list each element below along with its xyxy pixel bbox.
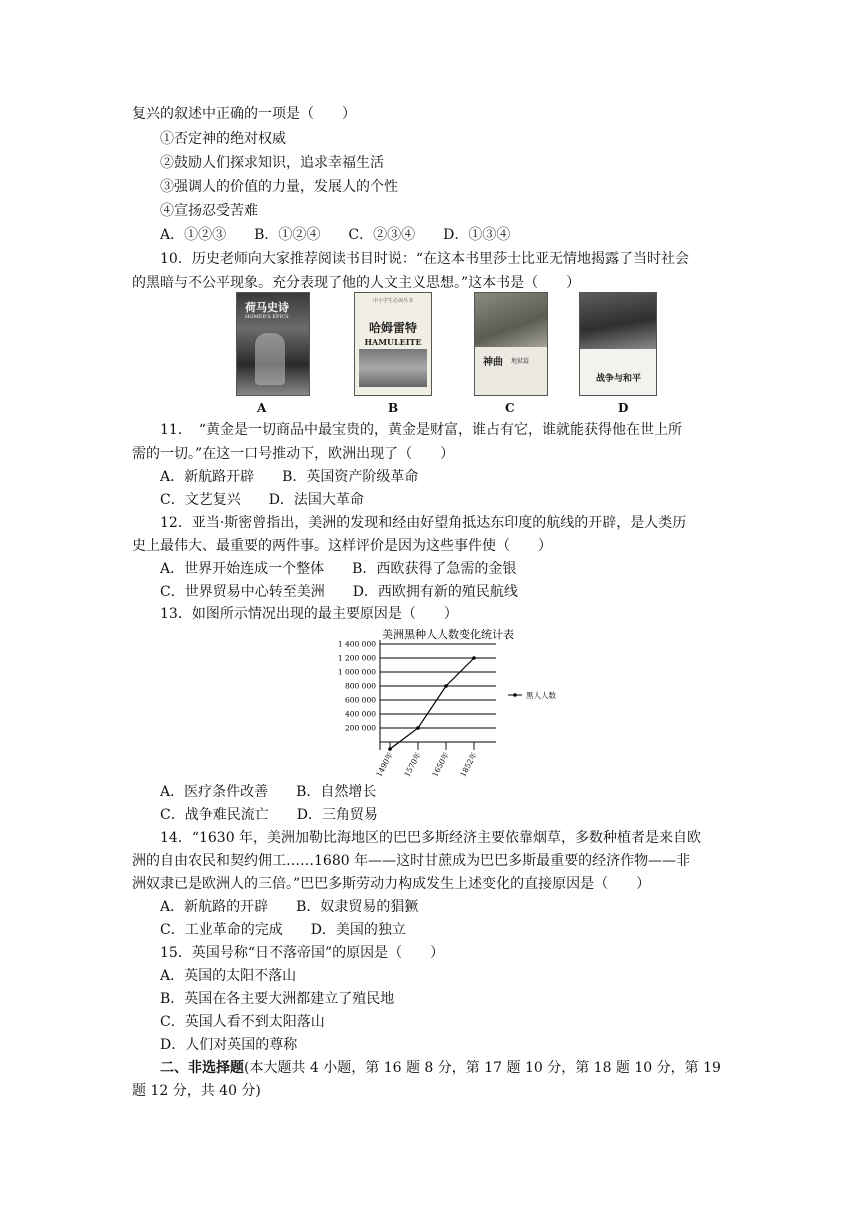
y-tick-label: 1 200 000 [337,653,376,663]
q14-stem-line2: 洲的自由农民和契约佣工……1680 年——这时甘蔗成为巴巴多斯最重要的经济作物——非 [132,853,691,869]
book-b-title: 哈姆雷特 [368,321,417,335]
q14-options-1: A．新航路的开辟 B．奴隶贸易的猖獗 [160,899,419,915]
book-a-title: 荷马史诗 [245,301,289,314]
y-tick-label: 1 400 000 [337,639,376,649]
q9-item-4: ④宣扬忍受苦难 [160,203,258,219]
q12-stem-line1: 12．亚当·斯密曾指出，美洲的发现和经由好望角抵达东印度的航线的开辟，是人类历 [160,515,687,531]
book-c-illustration [475,293,547,347]
q9-item-2: ②鼓励人们探求知识，追求幸福生活 [160,155,384,171]
book-cover-a [236,292,310,396]
q11-options-2: C．文艺复兴 D．法国大革命 [160,492,364,508]
section2-detail: (本大题共 4 小题，第 16 题 8 分，第 17 题 10 分，第 18 题 10 分，第 19 [244,1060,721,1076]
chart-title: 美洲黑种人人数变化统计表 [382,628,514,641]
q15-option-c: C．英国人看不到太阳落山 [160,1014,325,1030]
population-line-chart [318,628,578,778]
legend-label: 黑人人数 [526,691,556,700]
book-b-letter: B [388,401,399,415]
book-a-letter: A [257,401,267,415]
q10-stem-line2: 的黑暗与不公平现象。充分表现了他的人文主义思想。”这本书是（ ） [132,275,581,291]
y-tick-label: 600 000 [344,695,376,705]
q13-options-2: C．战争难民流亡 D．三角贸易 [160,807,378,823]
q15-option-b: B．英国在各主要大洲都建立了殖民地 [160,991,395,1007]
book-a-figure [255,333,285,385]
book-d-title: 战争与和平 [596,374,642,384]
x-tick-label: 1650年 [430,750,451,778]
section2-heading: 二、非选择题 [160,1060,244,1076]
x-tick-label: 1570年 [402,750,423,778]
data-point-3 [444,684,448,688]
q9-options: A．①②③ B．①②④ C．②③④ D．①③④ [160,227,511,243]
x-tick-label: 1490年 [374,750,395,778]
q11-stem-line1: 11． “黄金是一切商品中最宝贵的，黄金是财富，谁占有它，谁就能获得他在世上所 [160,422,682,438]
section2-heading-line [160,1058,721,1078]
q11-options-1: A．新航路开辟 B．英国资产阶级革命 [160,469,419,485]
y-tick-label: 400 000 [344,709,376,719]
q12-options-2: C．世界贸易中心转至美洲 D．西欧拥有新的殖民航线 [160,584,518,600]
q15-stem: 15．英国号称“日不落帝国”的原因是（ ） [160,945,445,961]
y-tick-label: 1 000 000 [337,667,376,677]
q11-stem-line2: 需的一切。”在这一口号推动下，欧洲出现了（ ） [132,446,455,462]
q9-item-1: ①否定神的绝对权威 [160,131,286,147]
book-cover-b [354,292,432,396]
legend-marker [513,693,517,697]
q13-stem: 13．如图所示情况出现的最主要原因是（ ） [160,606,458,622]
book-b-illustration [359,349,427,387]
book-c-letter: C [505,401,515,415]
q13-options-1: A．医疗条件改善 B．自然增长 [160,784,377,800]
data-point-2 [416,726,420,730]
data-point-4 [472,656,476,660]
q14-options-2: C．工业革命的完成 D．美国的独立 [160,922,406,938]
q10-stem-line1: 10．历史老师向大家推荐阅读书目时说：“在这本书里莎士比亚无情地揭露了当时社会 [160,251,689,267]
book-c-subtitle: 地狱篇 [511,358,530,365]
book-cover-d [579,292,657,396]
book-c-title: 神曲 [483,357,503,368]
y-tick-label: 200 000 [344,723,376,733]
q12-options-1: A．世界开始连成一个整体 B．西欧获得了急需的金银 [160,561,517,577]
q12-stem-line2: 史上最伟大、最重要的两件事。这样评价是因为这些事件使（ ） [132,538,552,554]
q14-stem-line3: 洲奴隶已是欧洲人的三倍。”巴巴多斯劳动力构成发生上述变化的直接原因是（ ） [132,876,651,892]
book-d-letter: D [618,401,629,415]
book-d-illustration [580,293,656,349]
book-b-subtitle: HAMULEITE [364,337,422,347]
section2-line2: 题 12 分，共 40 分) [132,1083,261,1099]
book-b-series: 中小学生必读丛书 [372,298,413,304]
q14-stem-line1: 14．“1630 年，美洲加勒比海地区的巴巴多斯经济主要依靠烟草，多数种植者是来自欧 [160,830,702,846]
q9-item-3: ③强调人的价值的力量，发展人的个性 [160,179,398,195]
y-tick-label: 800 000 [344,681,376,691]
q15-option-d: D．人们对英国的尊称 [160,1037,298,1053]
q9-stem: 复兴的叙述中正确的一项是（ ） [132,106,356,122]
x-tick-label: 1852年 [458,750,479,778]
q15-option-a: A．英国的太阳不落山 [160,968,297,984]
book-a-subtitle: HOMER'S EPICS [245,314,289,320]
data-point-1 [388,747,392,751]
book-cover-c [474,292,548,396]
